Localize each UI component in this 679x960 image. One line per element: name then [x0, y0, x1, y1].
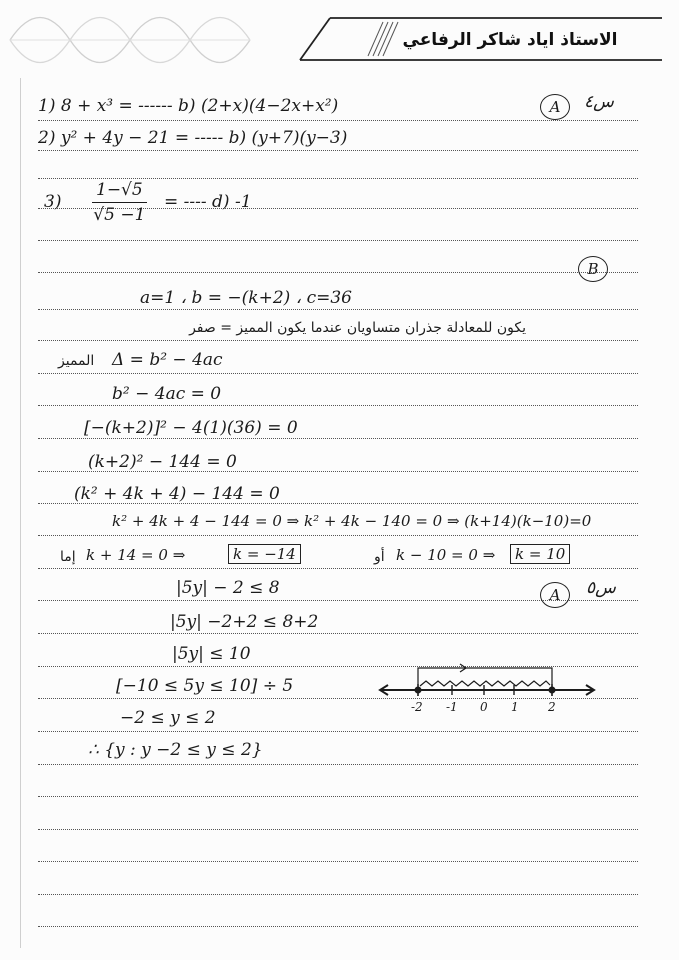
ruled-line — [38, 178, 638, 179]
step-4: k² + 4k + 4 − 144 = 0 ⇒ k² + 4k − 140 = 0 ⇒ (k+14)(k−10)=0 — [112, 512, 592, 530]
inequality-1: |5y| − 2 ≤ 8 — [176, 578, 280, 598]
ruled-line — [38, 764, 638, 765]
q3-label: 3) — [44, 192, 62, 212]
q2-line: 2) y² + 4y − 21 = ----- b) (y+7)(y−3) — [38, 128, 348, 148]
step-1: [−(k+2)]² − 4(1)(36) = 0 — [84, 418, 298, 438]
q3-numerator: 1−√5 — [92, 180, 147, 203]
number-line-graphic — [376, 660, 600, 720]
inequality-3: |5y| ≤ 10 — [172, 644, 251, 664]
q1-line: 1) 8 + x³ = ------ b) (2+x)(4−2x+x²) — [38, 96, 339, 116]
ruled-line — [38, 796, 638, 797]
ruled-line — [38, 405, 638, 406]
ruled-line — [38, 150, 638, 151]
step-3: (k² + 4k + 4) − 144 = 0 — [74, 484, 280, 504]
q5-label: س٥ — [586, 578, 616, 598]
tick-label: 2 — [548, 700, 556, 714]
ruled-line — [38, 861, 638, 862]
discriminant-formula: Δ = b² − 4ac — [112, 350, 223, 370]
page-header — [0, 0, 679, 78]
q4-label: س٤ — [584, 92, 614, 112]
teacher-name: الاستاذ اياد شاكر الرفاعي — [402, 30, 618, 50]
ruled-line — [38, 926, 638, 927]
solution-set: ∴ {y : y −2 ≤ y ≤ 2} — [88, 740, 263, 760]
ruled-line — [38, 373, 638, 374]
q3-fraction — [92, 180, 147, 225]
ruled-line — [38, 894, 638, 895]
tick-label: -2 — [411, 700, 423, 714]
discriminant-label: المميز — [58, 353, 95, 369]
ruled-line — [38, 829, 638, 830]
tick-label: 0 — [480, 700, 488, 714]
ruled-line — [38, 731, 638, 732]
root-1-equation: k + 14 = 0 ⇒ — [86, 546, 186, 564]
ruled-line — [38, 120, 638, 121]
q4-part-a-mark: A — [540, 94, 570, 120]
ruled-line — [38, 240, 638, 241]
ruled-line — [38, 568, 638, 569]
discriminant-zero: b² − 4ac = 0 — [112, 384, 222, 404]
tick-label: 1 — [511, 700, 519, 714]
q5-part-a-mark: A — [540, 582, 570, 608]
margin-line — [20, 78, 21, 948]
tick-label: -1 — [446, 700, 458, 714]
inequality-4: [−10 ≤ 5y ≤ 10] ÷ 5 — [116, 676, 294, 696]
ruled-line — [38, 535, 638, 536]
ruled-line — [38, 309, 638, 310]
inequality-5: −2 ≤ y ≤ 2 — [120, 708, 216, 728]
q3-denominator: √5 −1 — [93, 205, 146, 225]
ruled-line — [38, 633, 638, 634]
q3-answer: = ---- d) -1 — [164, 192, 252, 212]
equal-roots-condition: يكون للمعادلة جذران متساويان عندما يكون المميز = صفر — [189, 320, 526, 336]
number-line — [376, 660, 600, 720]
ruled-line — [38, 438, 638, 439]
or-word: أو — [374, 549, 385, 565]
coefficients-line: a=1 ، b = −(k+2) ، c=36 — [140, 288, 352, 308]
inequality-2: |5y| −2+2 ≤ 8+2 — [170, 612, 319, 632]
root-2-answer: k = 10 — [510, 544, 570, 564]
ruled-line — [38, 340, 638, 341]
ruled-line — [38, 272, 638, 273]
root-2-equation: k − 10 = 0 ⇒ — [396, 546, 496, 564]
either-word: إما — [60, 549, 76, 565]
step-2: (k+2)² − 144 = 0 — [88, 452, 237, 472]
part-b-mark: B — [578, 256, 608, 282]
root-1-answer: k = −14 — [228, 544, 301, 564]
